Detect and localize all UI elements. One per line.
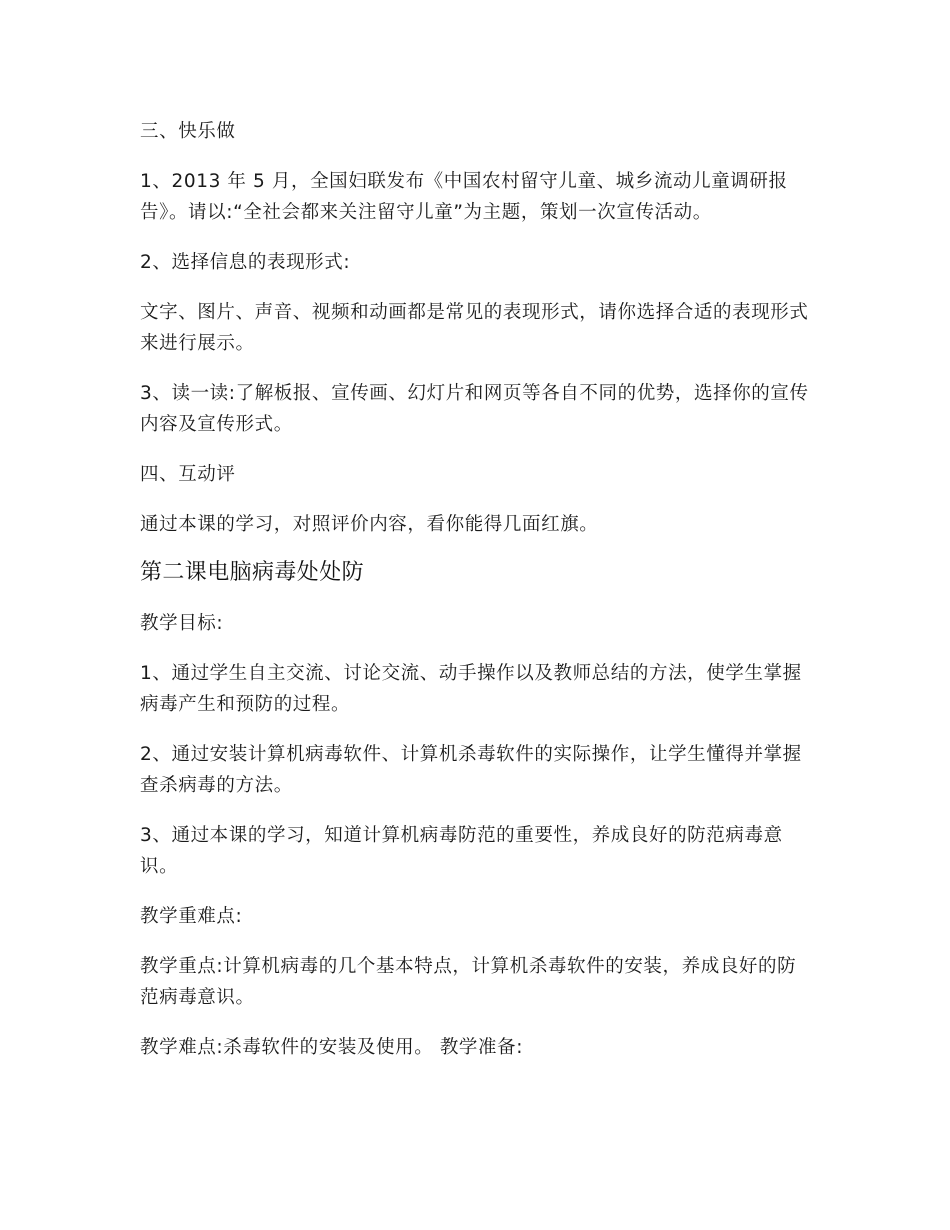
goals-label: 教学目标: [140,613,224,634]
goal-1-paragraph: 1、通过学生自主交流、讨论交流、动手操作以及教师总结的方法，使学生掌握病毒产生和预防的过程。 [140,663,802,715]
item-2-detail-paragraph: 文字、图片、声音、视频和动画都是常见的表现形式，请你选择合适的表现形式来进行展示。 [140,302,809,354]
goal-2-paragraph: 2、通过安装计算机病毒软件、计算机杀毒软件的实际操作，让学生懂得并掌握查杀病毒的方法。 [140,744,802,796]
lesson-two-title: 第二课电脑病毒处处防 [140,560,365,585]
difficult-points-paragraph: 教学难点:杀毒软件的安装及使用。 教学准备: [140,1037,524,1058]
item-1-paragraph: 1、2013 年 5 月，全国妇联发布《中国农村留守儿童、城乡流动儿童调研报告》。请以:“全社会都来关注留守儿童”为主题，策划一次宣传活动。 [140,171,788,223]
key-points-paragraph: 教学重点:计算机病毒的几个基本特点，计算机杀毒软件的安装，养成良好的防范病毒意识。 [140,956,797,1008]
item-3-paragraph: 3、读一读:了解板报、宣传画、幻灯片和网页等各自不同的优势，选择你的宣传内容及宣传形式。 [140,383,809,435]
section-four-heading: 四、互动评 [140,464,236,485]
evaluation-paragraph: 通过本课的学习，对照评价内容，看你能得几面红旗。 [140,514,599,535]
item-2-paragraph: 2、选择信息的表现形式: [140,252,351,273]
section-three-heading: 三、快乐做 [140,121,236,142]
goal-3-paragraph: 3、通过本课的学习，知道计算机病毒防范的重要性，养成良好的防范病毒意识。 [140,825,783,877]
document-body [140,116,810,1082]
key-difficult-label: 教学重难点: [140,906,243,927]
